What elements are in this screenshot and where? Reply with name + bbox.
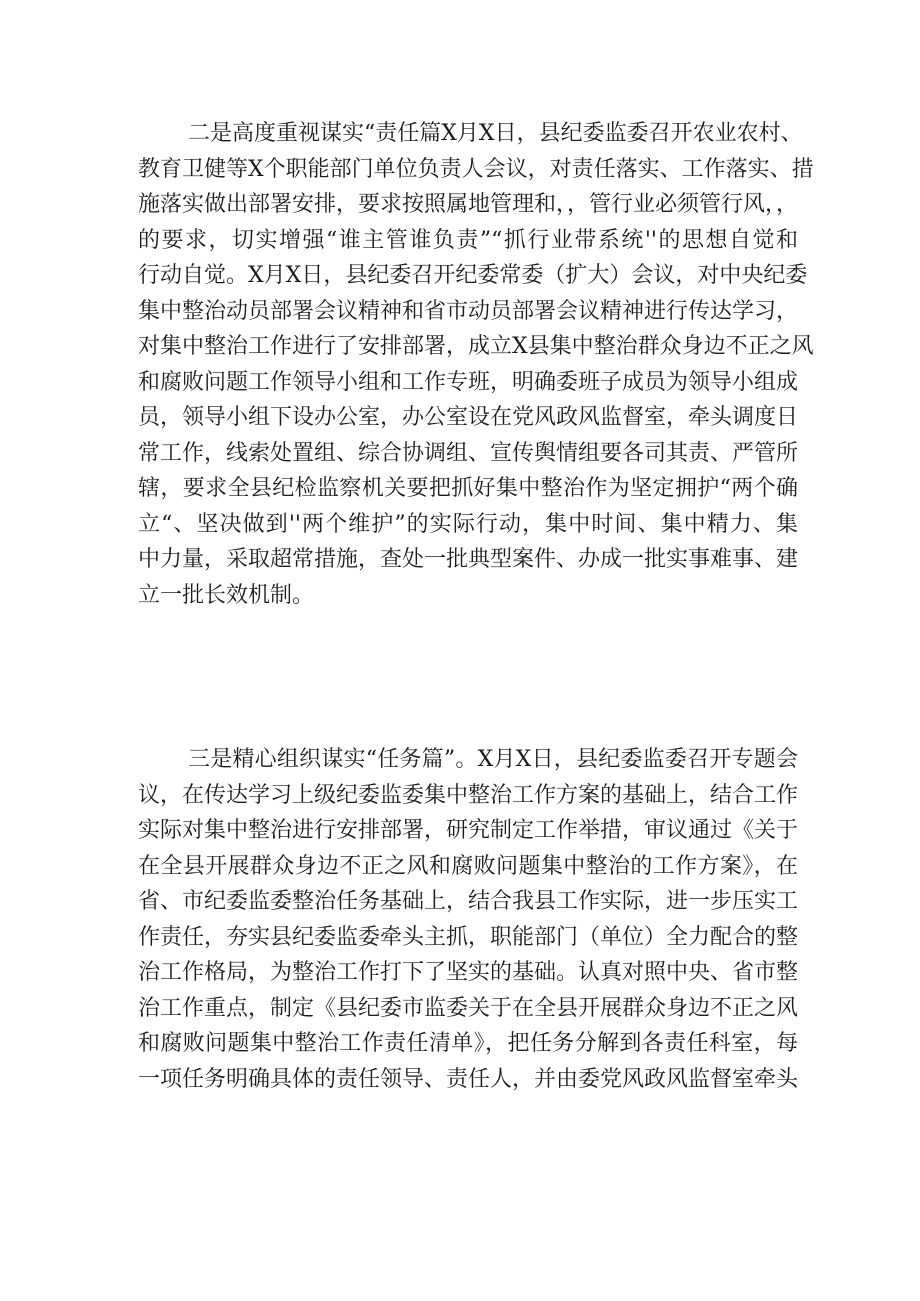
text-line: 立“、坚决做到''两个维护”的实际行动，集中时间、集中精力、集 <box>138 511 798 537</box>
text-line: 二是高度重视谋实“责任篇X月X日，县纪委监委召开农业农村、 <box>188 121 803 146</box>
text-line: 常工作，线索处置组、综合协调组、宣传舆情组要各司其责、严管所 <box>138 440 799 466</box>
paragraph-tasks <box>138 742 798 1097</box>
text-line: 治工作重点，制定《县纪委市监委关于在全县开展群众身边不正之风 <box>138 995 799 1021</box>
text-line: 议，在传达学习上级纪委监委集中整治工作方案的基础上，结合工作 <box>138 782 799 808</box>
text-line: 一项任务明确具体的责任领导、责任人，并由委党风政风监督室牵头 <box>138 1066 799 1092</box>
paragraph-responsibility <box>138 116 814 613</box>
text-line: 省、市纪委监委整治任务基础上，结合我县工作实际，进一步压实工 <box>138 889 799 914</box>
text-line: 行动自觉。X月X日，县纪委召开纪委常委（扩大）会议，对中央纪委 <box>138 263 808 288</box>
text-line: 三是精心组织谋实“任务篇”。X月X日，县纪委监委召开专题会 <box>188 747 798 772</box>
text-line: 对集中整治工作进行了安排部署，成立X县集中整治群众身边不正之风 <box>138 334 814 359</box>
text-line: 辖，要求全县纪检监察机关要把抓好集中整治作为坚定拥护“两个确 <box>138 476 798 501</box>
text-line: 教育卫健等X个职能部门单位负责人会议，对责任落实、工作落实、措 <box>138 156 814 182</box>
text-line: 和腐败问题工作领导小组和工作专班，明确委班子成员为领导小组成 <box>138 369 799 395</box>
text-line: 作责任，夯实县纪委监委牵头主抓，职能部门（单位）全力配合的整 <box>138 924 799 950</box>
text-line: 和腐败问题集中整治工作责任清单》，把任务分解到各责任科室，每 <box>138 1031 798 1056</box>
text-line: 的要求，切实增强“谁主管谁负责”“抓行业带系统''的思想自觉和 <box>138 227 798 253</box>
text-line: 在全县开展群众身边不正之风和腐败问题集中整治的工作方案》，在 <box>138 853 798 879</box>
text-line: 立一批长效机制。 <box>138 582 315 608</box>
text-line: 施落实做出部署安排，要求按照属地管理和，，管行业必须管行风，， <box>138 192 799 217</box>
text-line: 中力量，采取超常措施，查处一批典型案件、办成一批实事难事、建 <box>138 547 799 572</box>
text-line: 实际对集中整治进行安排部署，研究制定工作举措，审议通过《关于 <box>138 818 799 843</box>
text-line: 治工作格局，为整治工作打下了坚实的基础。认真对照中央、省市整 <box>138 960 799 985</box>
text-line: 员，领导小组下设办公室，办公室设在党风政风监督室，牵头调度日 <box>138 405 799 430</box>
text-line: 集中整治动员部署会议精神和省市动员部署会议精神进行传达学习， <box>138 298 799 324</box>
